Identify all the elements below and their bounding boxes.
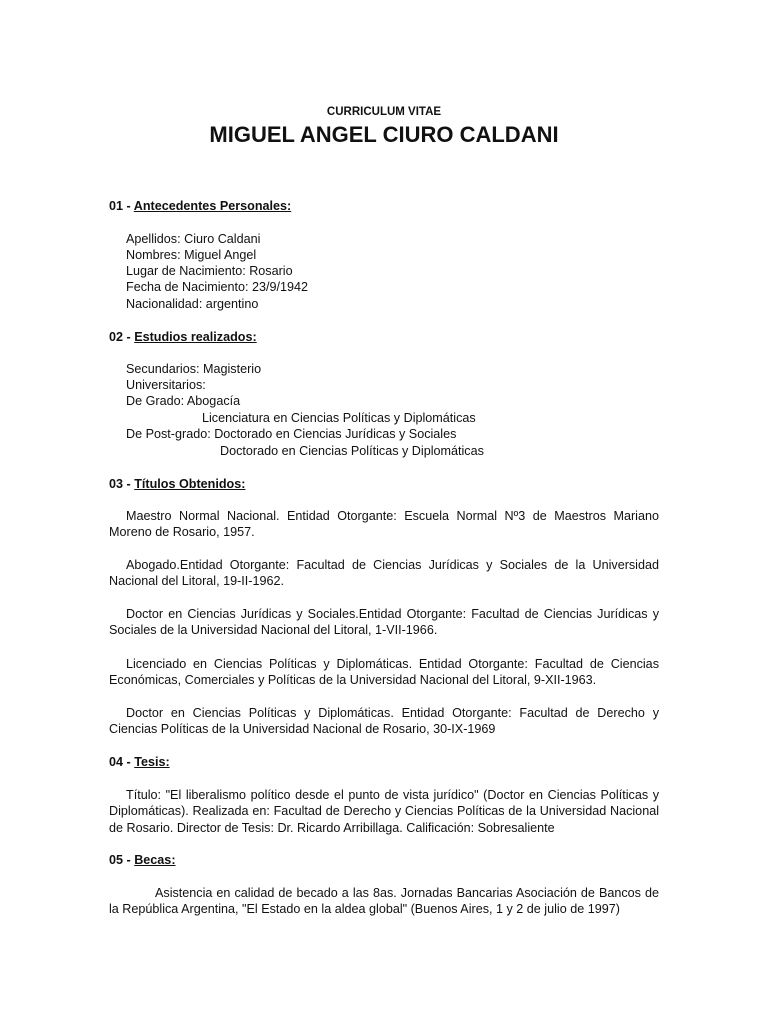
document-label: CURRICULUM VITAE: [326, 106, 442, 118]
apellidos-line: Apellidos: Ciuro Caldani: [126, 232, 261, 246]
titulo-paragraph: Doctor en Ciencias Políticas y Diplomáticas. Entidad Otorgante: Facultad de Derecho y Ciencias Políticas de la Universidad Nacional de Rosario, 30-IX-1969: [109, 706, 659, 737]
titulo-paragraph: Licenciado en Ciencias Políticas y Diplomáticas. Entidad Otorgante: Facultad de Ciencias Económicas, Comerciales y Políticas de la Universidad Nacional del Litoral, 9-XII-1963.: [109, 657, 659, 688]
titulo-paragraph: Doctor en Ciencias Jurídicas y Sociales.Entidad Otorgante: Facultad de Ciencias Jurídicas y Sociales de la Universidad Nacional del Litoral, 1-VII-1966.: [109, 607, 659, 638]
doctorado-politicas-line: Doctorado en Ciencias Políticas y Diplomáticas: [220, 444, 484, 458]
post-grado-line: De Post-grado: Doctorado en Ciencias Jurídicas y Sociales: [126, 427, 457, 441]
universitarios-line: Universitarios:: [126, 378, 206, 392]
section-heading-antecedentes: [109, 198, 291, 214]
section-heading-becas: [109, 852, 176, 868]
nombres-line: Nombres: Miguel Angel: [126, 248, 257, 262]
person-name-title: MIGUEL ANGEL CIURO CALDANI: [209, 122, 559, 147]
section-heading-tesis: [109, 754, 170, 770]
section-title: Antecedentes Personales:: [133, 199, 292, 213]
titulo-paragraph: Abogado.Entidad Otorgante: Facultad de Ciencias Jurídicas y Sociales de la Universidad Nacional del Litoral, 19-II-1962.: [109, 558, 659, 589]
becas-paragraph: Asistencia en calidad de becado a las 8as. Jornadas Bancarias Asociación de Bancos de la República Argentina, "El Estado en la aldea global" (Buenos Aires, 1 y 2 de julio de 1997): [109, 886, 659, 917]
de-grado-line: De Grado: Abogacía: [126, 394, 241, 408]
section-number: 05 -: [109, 853, 135, 867]
section-title: Estudios realizados:: [134, 330, 257, 344]
nacionalidad-line: Nacionalidad: argentino: [126, 297, 259, 311]
section-title: Tesis:: [134, 755, 170, 769]
titulo-paragraph: Maestro Normal Nacional. Entidad Otorgante: Escuela Normal Nº3 de Maestros Mariano Moreno de Rosario, 1957.: [109, 509, 659, 540]
section-title: Títulos Obtenidos:: [134, 477, 246, 491]
tesis-paragraph: Título: "El liberalismo político desde el punto de vista jurídico" (Doctor en Ciencias Políticas y Diplomáticas). Realizada en: Facultad de Derecho y Ciencias Políticas de la Universidad Nacional de Rosario. Director de Tesis: Dr. Ricardo Arribillaga. Calificación: Sobresaliente: [109, 788, 659, 835]
section-heading-estudios: [109, 329, 257, 345]
section-heading-titulos: [109, 476, 245, 492]
licenciatura-line: Licenciatura en Ciencias Políticas y Diplomáticas: [202, 411, 476, 425]
section-number: 04 -: [109, 755, 135, 769]
section-number: 03 -: [109, 477, 135, 491]
section-title: Becas:: [134, 853, 176, 867]
section-number: 02 -: [109, 330, 135, 344]
section-number: 01 -: [109, 199, 134, 213]
fecha-nacimiento-line: Fecha de Nacimiento: 23/9/1942: [126, 280, 309, 294]
lugar-nacimiento-line: Lugar de Nacimiento: Rosario: [126, 264, 293, 278]
secundarios-line: Secundarios: Magisterio: [126, 362, 262, 376]
